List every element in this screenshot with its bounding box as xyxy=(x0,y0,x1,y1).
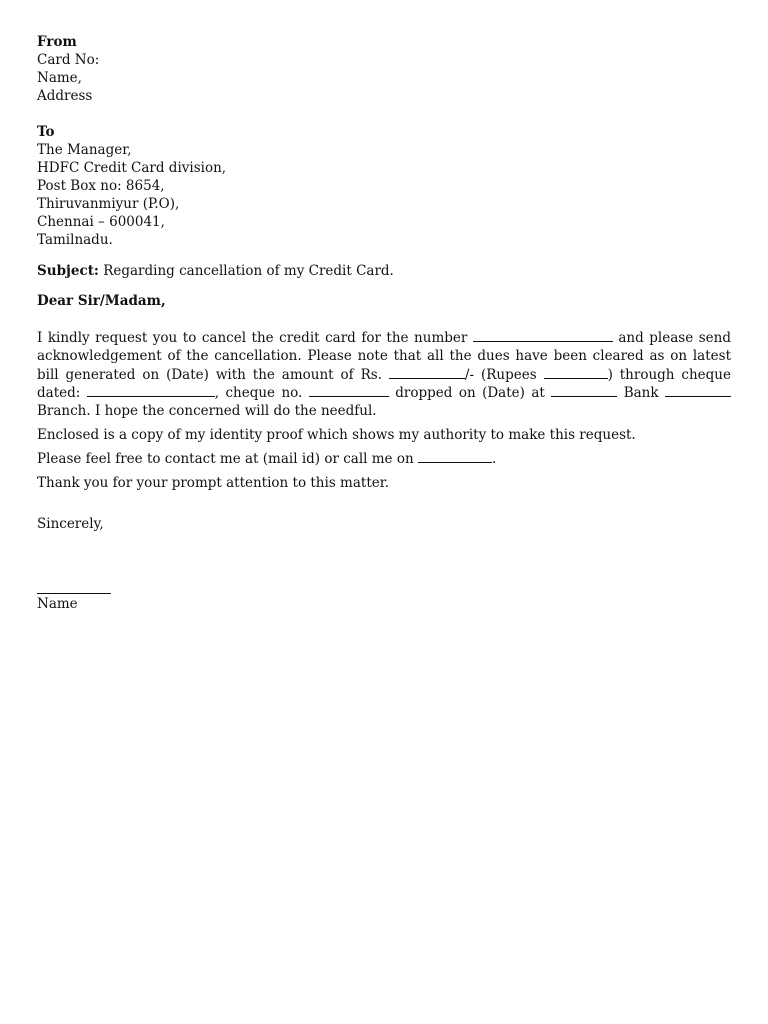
body-text: , cheque no. xyxy=(214,384,309,401)
to-line-manager: The Manager, xyxy=(37,142,132,158)
body-text: and please send acknowledgement of the cancellation. Please note that all the dues have been cleared as on latest bill generated on (Date) with the amount of Rs. xyxy=(37,330,731,383)
to-line-division: HDFC Credit Card division, xyxy=(37,160,227,176)
rupees-words-blank xyxy=(544,367,608,379)
body-paragraph-4: Thank you for your prompt attention to this matter. xyxy=(37,475,389,492)
card-number-blank xyxy=(473,330,613,342)
amount-blank xyxy=(389,367,465,379)
body-text: Bank xyxy=(617,384,665,401)
branch-name-blank xyxy=(665,385,731,397)
body-text: I kindly request you to cancel the credit card for the number xyxy=(37,330,473,346)
body-paragraph-1 xyxy=(37,329,731,420)
to-line-state: Tamilnadu. xyxy=(37,232,113,248)
body-text: Branch. I hope the concerned will do the needful. xyxy=(37,403,377,420)
body-text: Please feel free to contact me at (mail id) or call me on xyxy=(37,451,418,468)
from-name: Name, xyxy=(37,70,82,86)
salutation: Dear Sir/Madam, xyxy=(37,293,166,309)
subject-label: Subject: xyxy=(37,263,99,279)
from-card-no: Card No: xyxy=(37,52,100,68)
from-address: Address xyxy=(37,88,93,104)
to-line-city: Chennai – 600041, xyxy=(37,214,165,230)
to-line-po: Thiruvanmiyur (P.O), xyxy=(37,196,180,212)
phone-number-blank xyxy=(418,451,492,463)
to-heading: To xyxy=(37,124,55,140)
to-line-postbox: Post Box no: 8654, xyxy=(37,178,165,194)
body-text: ) through cheque dated: xyxy=(37,366,731,401)
cheque-date-blank xyxy=(87,385,215,397)
from-heading: From xyxy=(37,34,77,50)
body-paragraph-2: Enclosed is a copy of my identity proof which shows my authority to make this request. xyxy=(37,427,636,444)
body-text: /- (Rupees xyxy=(464,366,544,383)
cheque-number-blank xyxy=(309,385,389,397)
signature-name: Name xyxy=(37,596,78,613)
letter-page xyxy=(37,33,731,613)
body-paragraph-3 xyxy=(37,450,731,468)
body-text: dropped on (Date) at xyxy=(388,384,552,401)
signature-line xyxy=(37,593,111,594)
closing: Sincerely, xyxy=(37,516,104,533)
subject-text: Regarding cancellation of my Credit Card. xyxy=(98,263,394,279)
bank-name-blank xyxy=(551,385,617,397)
body-text: . xyxy=(491,451,497,468)
subject-line xyxy=(37,262,731,280)
